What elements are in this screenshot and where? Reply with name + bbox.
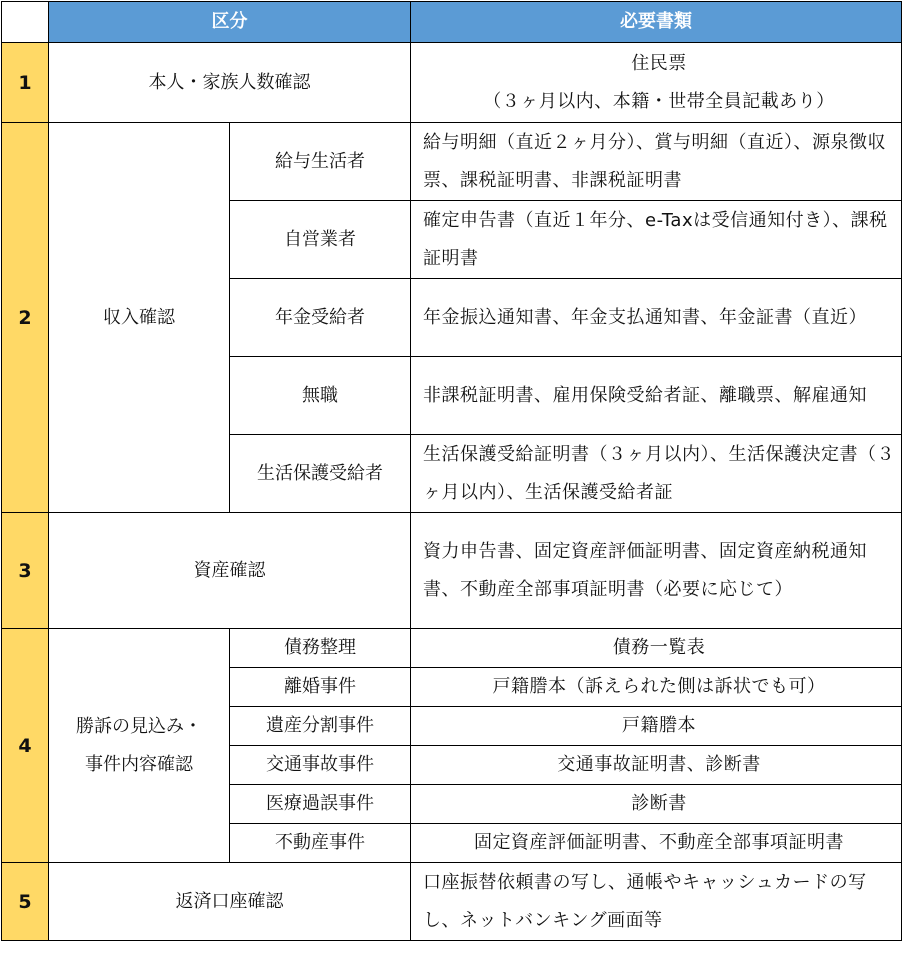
header-kubun: 区分 [49,2,411,43]
table-row [2,513,902,629]
docs-cell: 診断書 [411,785,902,824]
docs-cell: 戸籍謄本（訴えられた側は訴状でも可） [411,668,902,707]
row-number: 5 [2,863,49,941]
row-number: 3 [2,513,49,629]
category-line: 事件内容確認 [85,753,193,775]
subcategory-cell: 交通事故事件 [230,746,411,785]
subcategory-cell: 医療過誤事件 [230,785,411,824]
docs-cell: 非課税証明書、雇用保険受給者証、離職票、解雇通知 [411,357,902,435]
table-row [2,863,902,941]
category-cell: 本人・家族人数確認 [49,43,411,123]
category-cell: 資産確認 [49,513,411,629]
header-docs: 必要書類 [411,2,902,43]
subcategory-cell: 年金受給者 [230,279,411,357]
docs-cell: 生活保護受給証明書（３ヶ月以内）、生活保護決定書（３ヶ月以内）、生活保護受給者証 [411,435,902,513]
docs-cell: 年金振込通知書、年金支払通知書、年金証書（直近） [411,279,902,357]
docs-line: （３ヶ月以内、本籍・世帯全員記載あり） [483,90,835,112]
subcategory-cell: 債務整理 [230,629,411,668]
subcategory-cell: 不動産事件 [230,824,411,863]
table-row [2,43,902,123]
docs-cell: 債務一覧表 [411,629,902,668]
required-documents-table [1,1,902,941]
header-corner [2,2,49,43]
category-cell: 収入確認 [49,123,230,513]
docs-cell [411,43,902,123]
row-number: 1 [2,43,49,123]
category-cell [49,629,230,863]
docs-cell: 口座振替依頼書の写し、通帳やキャッシュカードの写し、ネットバンキング画面等 [411,863,902,941]
header-row [2,2,902,43]
docs-cell: 戸籍謄本 [411,707,902,746]
docs-cell: 固定資産評価証明書、不動産全部事項証明書 [411,824,902,863]
subcategory-cell: 給与生活者 [230,123,411,201]
subcategory-cell: 無職 [230,357,411,435]
table-row [2,629,902,668]
docs-cell: 資力申告書、固定資産評価証明書、固定資産納税通知書、不動産全部事項証明書（必要に応じて） [411,513,902,629]
docs-cell: 交通事故証明書、診断書 [411,746,902,785]
docs-cell: 確定申告書（直近１年分、e-Taxは受信通知付き）、課税証明書 [411,201,902,279]
category-line: 勝訴の見込み・ [76,715,202,737]
subcategory-cell: 離婚事件 [230,668,411,707]
subcategory-cell: 生活保護受給者 [230,435,411,513]
row-number: 4 [2,629,49,863]
docs-line: 住民票 [631,52,687,74]
subcategory-cell: 自営業者 [230,201,411,279]
subcategory-cell: 遺産分割事件 [230,707,411,746]
category-cell: 返済口座確認 [49,863,411,941]
docs-cell: 給与明細（直近２ヶ月分）、賞与明細（直近）、源泉徴収票、課税証明書、非課税証明書 [411,123,902,201]
row-number: 2 [2,123,49,513]
table-row [2,123,902,201]
